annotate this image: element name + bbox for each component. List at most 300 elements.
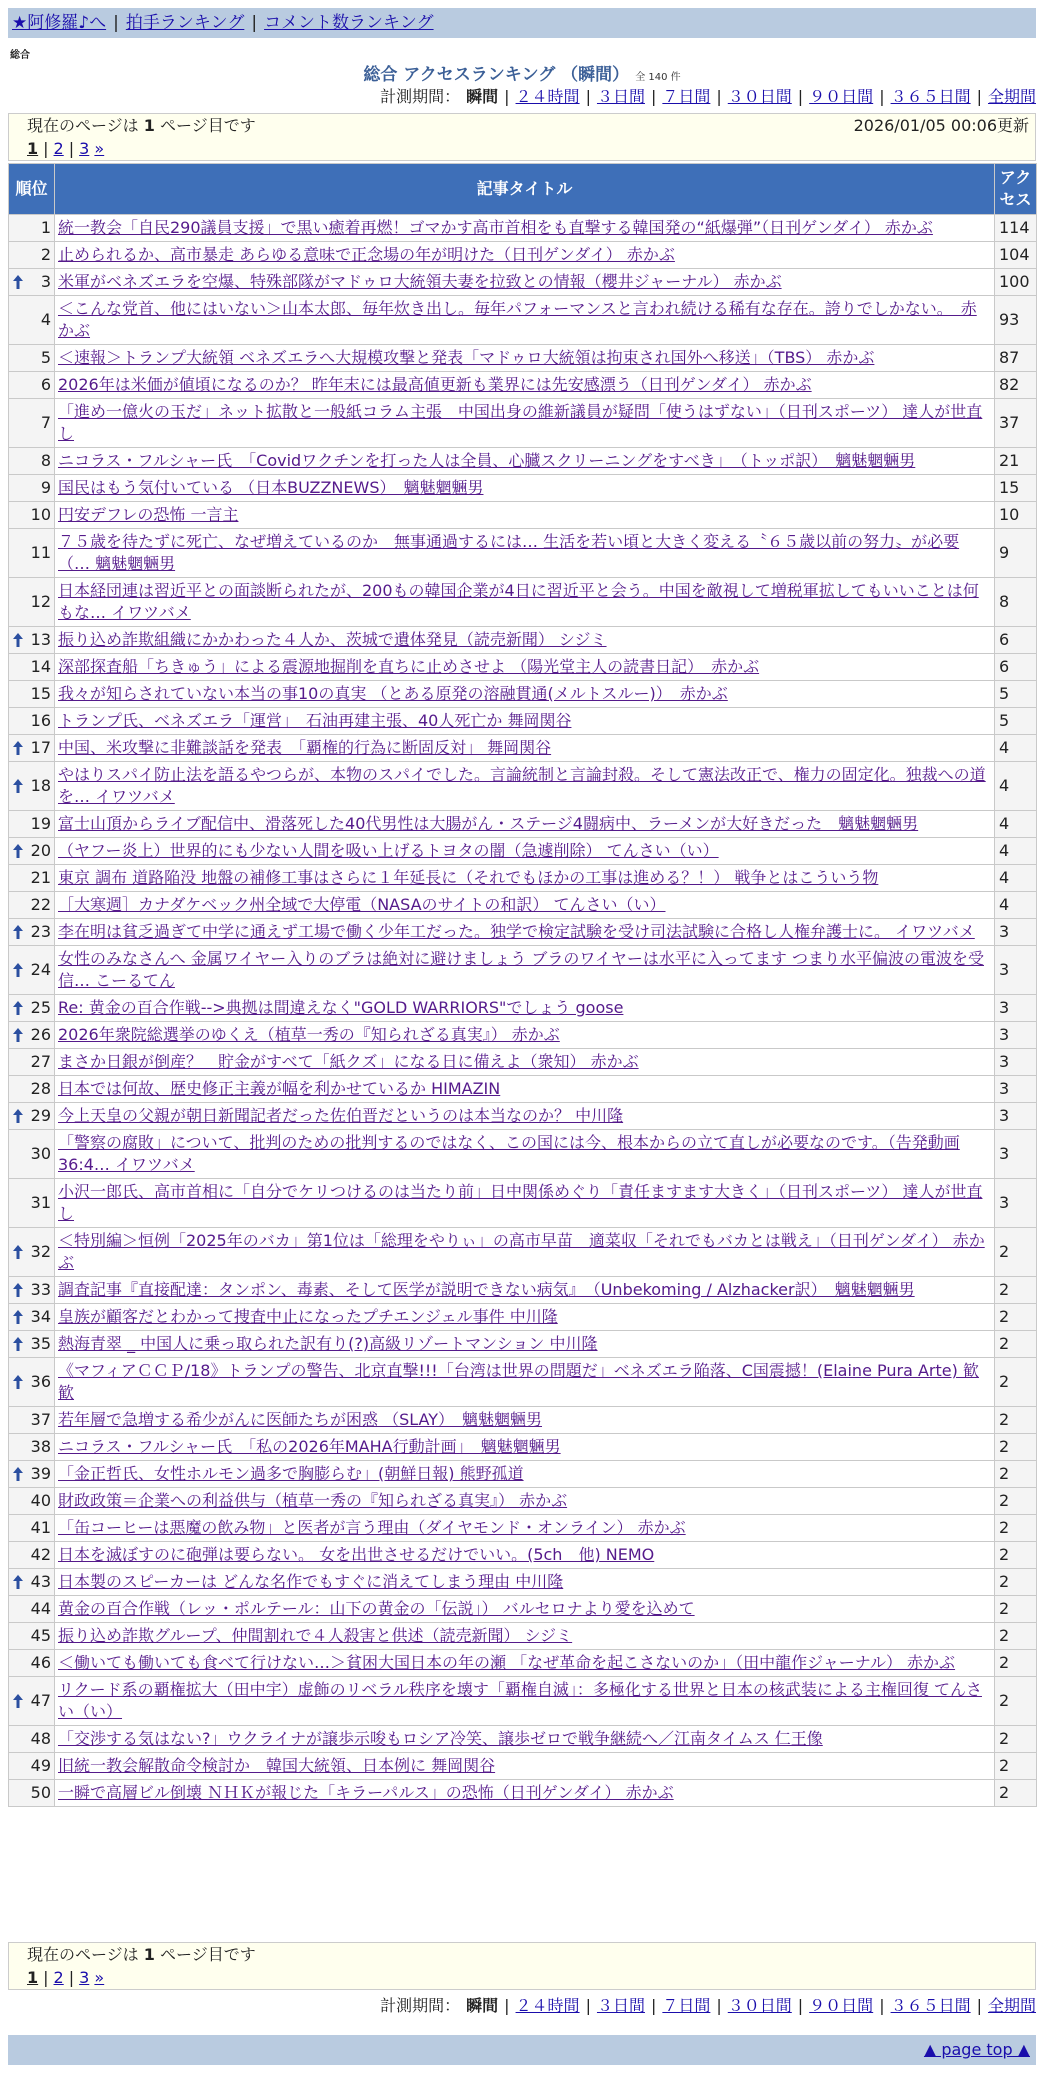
access-cell: 2 bbox=[995, 1228, 1037, 1277]
pager-next-link[interactable]: » bbox=[94, 139, 105, 158]
period-separator: | bbox=[585, 1996, 591, 2015]
period-option-link[interactable]: ９０日間 bbox=[809, 1996, 874, 2015]
access-cell: 6 bbox=[995, 627, 1037, 654]
up-arrow-icon bbox=[13, 1694, 23, 1708]
nav-separator: | bbox=[251, 13, 258, 33]
pager-page-link[interactable]: 3 bbox=[79, 1968, 90, 1987]
rank-number: 35 bbox=[30, 1334, 51, 1353]
clap-ranking-link[interactable]: 拍手ランキング bbox=[125, 13, 245, 33]
pager-page-link[interactable]: 2 bbox=[53, 1968, 64, 1987]
article-title-link[interactable]: 「交渉する気はない?」ウクライナが譲歩示唆もロシア冷笑、譲歩ゼロで戦争継続へ／江南タイムス 仁王像 bbox=[58, 1729, 823, 1748]
access-cell: 2 bbox=[995, 1515, 1037, 1542]
page-info-bottom bbox=[8, 1942, 1036, 1990]
table-header-row bbox=[9, 164, 1037, 215]
article-title-link[interactable]: 黄金の百合作戦（レッ・ポルテール：山下の黄金の「伝説」） バルセロナより愛を込めて bbox=[58, 1599, 695, 1618]
rank-number: 32 bbox=[30, 1242, 51, 1261]
title-cell bbox=[55, 1515, 995, 1542]
rank-cell bbox=[9, 681, 55, 708]
rank-number: 5 bbox=[40, 348, 51, 367]
access-cell: 114 bbox=[995, 215, 1037, 242]
rank-cell bbox=[9, 1179, 55, 1228]
rank-cell bbox=[9, 1076, 55, 1103]
bottom-bar bbox=[8, 2035, 1036, 2065]
article-title-link[interactable]: 「警察の腐敗」について、批判のための批判するのではなく、この国には今、根本からの立て直しが必要なのです。（告発動画36:4… イワツバメ bbox=[58, 1133, 960, 1174]
table-row bbox=[9, 399, 1037, 448]
article-title-link[interactable]: 我々が知らされていない本当の事10の真実 （とある原発の溶融貫通(メルトスルー)） 赤かぶ bbox=[58, 684, 728, 703]
page-prefix: 現在のページは bbox=[27, 116, 139, 135]
table-row bbox=[9, 1677, 1037, 1726]
rank-number: 39 bbox=[30, 1464, 51, 1483]
article-title-link[interactable]: 「進め一億火の玉だ」ネット拡散と一般紙コラム主張 中国出身の維新議員が疑問「使うはずない」（日刊スポーツ） 達人が世直し bbox=[58, 402, 983, 443]
access-cell: 4 bbox=[995, 762, 1037, 811]
rank-cell bbox=[9, 946, 55, 995]
access-cell: 2 bbox=[995, 1488, 1037, 1515]
title-cell bbox=[55, 811, 995, 838]
article-title-link[interactable]: 国民はもう気付いている （日本BUZZNEWS） 魑魅魍魎男 bbox=[58, 478, 484, 497]
article-title-link[interactable]: 東京 調布 道路陥没 地盤の補修工事はさらに１年延長に（それでもほかの工事は進める？！） 戦争とはこういう物 bbox=[58, 868, 879, 887]
title-cell bbox=[55, 1542, 995, 1569]
page-status bbox=[9, 114, 1035, 138]
table-row bbox=[9, 1130, 1037, 1179]
rank-cell bbox=[9, 1596, 55, 1623]
period-separator: | bbox=[504, 87, 510, 106]
access-cell: 2 bbox=[995, 1677, 1037, 1726]
table-row bbox=[9, 578, 1037, 627]
article-title-link[interactable]: Re: 黄金の百合作戦-->典拠は間違えなく"GOLD WARRIORS"でしょう goose bbox=[58, 998, 624, 1017]
up-arrow-icon bbox=[13, 1467, 23, 1481]
title-cell bbox=[55, 762, 995, 811]
up-arrow-icon bbox=[13, 1028, 23, 1042]
rank-cell bbox=[9, 1623, 55, 1650]
access-cell: 2 bbox=[995, 1461, 1037, 1488]
pager-page-link[interactable]: 3 bbox=[79, 139, 90, 158]
table-row bbox=[9, 946, 1037, 995]
title-cell bbox=[55, 269, 995, 296]
article-title-link[interactable]: まさか日銀が倒産？ 貯金がすべて「紙クズ」になる日に備えよ（衆知） 赤かぶ bbox=[58, 1052, 639, 1071]
period-option-link[interactable]: 全期間 bbox=[987, 1996, 1036, 2015]
rank-number: 7 bbox=[40, 413, 51, 432]
title-cell bbox=[55, 502, 995, 529]
access-cell: 82 bbox=[995, 372, 1037, 399]
article-title-link[interactable]: 振り込め詐欺組織にかかわった４人か、茨城で遺体発見（読売新聞） シジミ bbox=[58, 630, 607, 649]
up-arrow-icon bbox=[13, 844, 23, 858]
rank-number: 43 bbox=[30, 1572, 51, 1591]
article-title-link[interactable]: 円安デフレの恐怖 一言主 bbox=[58, 505, 239, 524]
table-row bbox=[9, 269, 1037, 296]
article-title-link[interactable]: 富士山頂からライブ配信中、滑落死した40代男性は大腸がん・ステージ4闘病中、ラーメンが大好きだった 魑魅魍魎男 bbox=[58, 814, 919, 833]
access-cell: 10 bbox=[995, 502, 1037, 529]
rank-cell bbox=[9, 502, 55, 529]
rank-number: 16 bbox=[30, 711, 51, 730]
pager-separator: | bbox=[68, 1968, 75, 1987]
rank-number: 27 bbox=[30, 1052, 51, 1071]
title-cell bbox=[55, 1022, 995, 1049]
updated-time: 2026/01/05 00:06更新 bbox=[853, 116, 1029, 135]
rank-cell bbox=[9, 1049, 55, 1076]
rank-cell bbox=[9, 735, 55, 762]
pager-separator: | bbox=[68, 139, 75, 158]
up-arrow-icon bbox=[13, 741, 23, 755]
rank-cell bbox=[9, 1358, 55, 1407]
title-cell bbox=[55, 578, 995, 627]
up-arrow-icon bbox=[13, 925, 23, 939]
article-title-link[interactable]: 日本を滅ぼすのに砲弾は要らない。 女を出世させるだけでいい。(5ch 他) NEMO bbox=[58, 1545, 655, 1564]
article-title-link[interactable]: 一瞬で高層ビル倒壊 ＮＨＫが報じた「キラーパルス」の恐怖（日刊ゲンダイ） 赤かぶ bbox=[58, 1783, 674, 1802]
rank-number: 40 bbox=[30, 1491, 51, 1510]
rank-cell bbox=[9, 1569, 55, 1596]
article-title-link[interactable]: ［大寒週］カナダケベック州全域で大停電（NASAのサイトの和訳） てんさい（い） bbox=[58, 895, 666, 914]
page-prefix: 現在のページは bbox=[27, 1945, 139, 1964]
title-cell bbox=[55, 475, 995, 502]
up-arrow-icon bbox=[13, 1337, 23, 1351]
access-cell: 3 bbox=[995, 1103, 1037, 1130]
period-separator: | bbox=[716, 1996, 722, 2015]
access-cell: 6 bbox=[995, 654, 1037, 681]
up-arrow-icon bbox=[13, 963, 23, 977]
period-separator: | bbox=[879, 87, 885, 106]
article-title-link[interactable]: 2026年は米価が値頃になるのか？ 昨年末には最高値更新も業界には先安感漂う（日刊ゲンダイ） 赤かぶ bbox=[58, 375, 812, 394]
ranking-table bbox=[8, 163, 1037, 1807]
rank-cell bbox=[9, 838, 55, 865]
table-row bbox=[9, 708, 1037, 735]
access-cell: 2 bbox=[995, 1407, 1037, 1434]
article-title-link[interactable]: ニコラス・フルシャー氏 「Covidワクチンを打った人は全員、心臓スクリーニングをすべき」 （トッポ訳） 魑魅魍魎男 bbox=[58, 451, 916, 470]
access-cell: 21 bbox=[995, 448, 1037, 475]
rank-cell bbox=[9, 1277, 55, 1304]
article-title-link[interactable]: 統一教会「自民290議員支援」で黒い癒着再燃！ゴマかす高市首相をも直撃する韓国発の“紙爆弾”（日刊ゲンダイ） 赤かぶ bbox=[58, 218, 933, 237]
rank-cell bbox=[9, 811, 55, 838]
title-cell bbox=[55, 296, 995, 345]
title-cell bbox=[55, 1753, 995, 1780]
title-cell bbox=[55, 946, 995, 995]
pager-page-link[interactable]: 2 bbox=[53, 139, 64, 158]
period-separator: | bbox=[716, 87, 722, 106]
title-cell bbox=[55, 1596, 995, 1623]
rank-number: 2 bbox=[40, 245, 51, 264]
pager-next-link[interactable]: » bbox=[94, 1968, 105, 1987]
page-title bbox=[0, 60, 1044, 85]
pager-current-page: 1 bbox=[27, 1968, 39, 1987]
rank-cell bbox=[9, 1022, 55, 1049]
ranking-title: 総合 アクセスランキング （瞬間） bbox=[363, 65, 630, 85]
rank-cell bbox=[9, 578, 55, 627]
period-option-link[interactable]: ７日間 bbox=[662, 1996, 711, 2015]
rank-cell bbox=[9, 1650, 55, 1677]
access-cell: 3 bbox=[995, 1076, 1037, 1103]
article-title-link[interactable]: ７５歳を待たずに死亡、なぜ増えているのか 無事通過するには… 生活を若い頃と大きく変える〝６５歳以前の努力〟が必要（… 魑魅魍魎男 bbox=[58, 532, 960, 573]
top-nav-bar bbox=[8, 8, 1036, 38]
period-selector-top bbox=[380, 86, 1036, 108]
article-title-link[interactable]: 2026年衆院総選挙のゆくえ（植草一秀の『知られざる真実』） 赤かぶ bbox=[58, 1025, 560, 1044]
rank-number: 19 bbox=[30, 814, 51, 833]
access-cell: 2 bbox=[995, 1304, 1037, 1331]
access-cell: 2 bbox=[995, 1358, 1037, 1407]
table-row bbox=[9, 1515, 1037, 1542]
access-cell: 3 bbox=[995, 946, 1037, 995]
period-option-link[interactable]: ３０日間 bbox=[727, 87, 792, 106]
rank-number: 6 bbox=[40, 375, 51, 394]
article-title-link[interactable]: 日本経団連は習近平との面談断られたが、200もの韓国企業が4日に習近平と会う。中国を敵視して増税軍拡してもいいことは何もな… イワツバメ bbox=[58, 581, 979, 622]
rank-number: 20 bbox=[30, 841, 51, 860]
article-title-link[interactable]: 《マフィアＣＣＰ/18》トランプの警告、北京直撃!!!「台湾は世界の問題だ」ベネズエラ陥落、C国震撼！(Elaine Pura Arte) 歓歓 bbox=[58, 1361, 979, 1402]
table-row bbox=[9, 811, 1037, 838]
rank-cell bbox=[9, 215, 55, 242]
rank-cell bbox=[9, 865, 55, 892]
period-label: 計測期間： bbox=[380, 87, 461, 106]
rank-cell bbox=[9, 1331, 55, 1358]
article-title-link[interactable]: 日本では何故、歴史修正主義が幅を利かせているか HIMAZIN bbox=[58, 1079, 501, 1098]
table-row bbox=[9, 1049, 1037, 1076]
access-cell: 3 bbox=[995, 919, 1037, 946]
table-row bbox=[9, 1407, 1037, 1434]
title-cell bbox=[55, 372, 995, 399]
article-title-link[interactable]: 「缶コーヒーは悪魔の飲み物」と医者が言う理由（ダイヤモンド・オンライン） 赤かぶ bbox=[58, 1518, 686, 1537]
article-title-link[interactable]: 米軍がベネズエラを空爆、特殊部隊がマドゥロ大統領夫妻を拉致との情報（櫻井ジャーナル） 赤かぶ bbox=[58, 272, 782, 291]
table-row bbox=[9, 502, 1037, 529]
title-cell bbox=[55, 529, 995, 578]
period-option-link[interactable]: ９０日間 bbox=[809, 87, 874, 106]
rank-cell bbox=[9, 1434, 55, 1461]
pager-separator: | bbox=[43, 1968, 49, 1987]
title-cell bbox=[55, 1228, 995, 1277]
table-row bbox=[9, 345, 1037, 372]
table-row bbox=[9, 681, 1037, 708]
pager-current-page: 1 bbox=[27, 139, 39, 158]
rank-cell bbox=[9, 1103, 55, 1130]
title-cell bbox=[55, 1179, 995, 1228]
comment-ranking-link[interactable]: コメント数ランキング bbox=[264, 13, 434, 33]
article-title-link[interactable]: リクード系の覇権拡大（田中宇）虚飾のリベラル秩序を壊す「覇権自滅」：多極化する世界と日本の核武装による主権回復 てんさい（い） bbox=[58, 1680, 982, 1721]
access-cell: 5 bbox=[995, 681, 1037, 708]
home-link[interactable]: ★阿修羅♪へ bbox=[12, 13, 107, 33]
article-title-link[interactable]: ニコラス・フルシャー氏 「私の2026年MAHA行動計画」 魑魅魍魎男 bbox=[58, 1437, 561, 1456]
article-title-link[interactable]: 女性のみなさんへ 金属ワイヤー入りのブラは絶対に避けましょう ブラのワイヤーは水平に入ってます つまり水平偏波の電波を受信… こーるてん bbox=[58, 949, 984, 990]
table-row bbox=[9, 1358, 1037, 1407]
article-title-link[interactable]: 旧統一教会解散命令検討か 韓国大統領、日本例に 舞岡関谷 bbox=[58, 1756, 496, 1775]
rank-cell bbox=[9, 627, 55, 654]
rank-cell bbox=[9, 1677, 55, 1726]
title-cell bbox=[55, 654, 995, 681]
page-number: 1 bbox=[143, 116, 155, 135]
article-title-link[interactable]: やはりスパイ防止法を語るやつらが、本物のスパイでした。言論統制と言論封殺。そして憲法改正で、権力の固定化。独裁への道を… イワツバメ bbox=[58, 765, 986, 806]
table-row bbox=[9, 838, 1037, 865]
article-title-link[interactable]: 日本製のスピーカーは どんな名作でもすぐに消えてしまう理由 中川隆 bbox=[58, 1572, 564, 1591]
article-title-link[interactable]: ＜こんな党首、他にはいない＞山本太郎、毎年炊き出し。毎年パフォーマンスと言われ続ける稀有な存在。誇りでしかない。 赤かぶ bbox=[58, 299, 977, 340]
rank-cell bbox=[9, 1228, 55, 1277]
title-cell bbox=[55, 1331, 995, 1358]
article-title-link[interactable]: 若年層で急増する希少がんに医師たちが困惑 （SLAY） 魑魅魍魎男 bbox=[58, 1410, 543, 1429]
title-cell bbox=[55, 838, 995, 865]
access-cell: 4 bbox=[995, 892, 1037, 919]
period-option-link[interactable]: 全期間 bbox=[987, 87, 1036, 106]
table-row bbox=[9, 1179, 1037, 1228]
table-row bbox=[9, 735, 1037, 762]
article-title-link[interactable]: 中国、米攻撃に非難談話を発表 「覇権的行為に断固反対」 舞岡関谷 bbox=[58, 738, 552, 757]
access-cell: 2 bbox=[995, 1753, 1037, 1780]
access-cell: 4 bbox=[995, 865, 1037, 892]
rank-number: 12 bbox=[30, 592, 51, 611]
total-count: 全 140 件 bbox=[635, 72, 681, 83]
article-title-link[interactable]: 熱海青翠 _ 中国人に乗っ取られた訳有り(?)高級リゾートマンション 中川隆 bbox=[58, 1334, 598, 1353]
rank-number: 50 bbox=[30, 1783, 51, 1802]
title-cell bbox=[55, 1780, 995, 1807]
title-cell bbox=[55, 1677, 995, 1726]
period-separator: | bbox=[976, 87, 982, 106]
table-row bbox=[9, 372, 1037, 399]
rank-number: 22 bbox=[30, 895, 51, 914]
rank-cell bbox=[9, 372, 55, 399]
rank-cell bbox=[9, 1488, 55, 1515]
table-row bbox=[9, 1228, 1037, 1277]
period-option-link[interactable]: ２４時間 bbox=[515, 1996, 580, 2015]
period-separator: | bbox=[797, 87, 804, 106]
rank-number: 37 bbox=[30, 1410, 51, 1429]
rank-cell bbox=[9, 1726, 55, 1753]
period-option-link[interactable]: ３日間 bbox=[596, 1996, 645, 2015]
pager-separator: | bbox=[43, 139, 49, 158]
access-cell: 9 bbox=[995, 529, 1037, 578]
period-separator: | bbox=[585, 87, 591, 106]
period-option-link[interactable]: ３０日間 bbox=[727, 1996, 792, 2015]
article-title-link[interactable]: （ヤフー炎上）世界的にも少ない人間を吸い上げるトヨタの闇（急遽削除） てんさい（い） bbox=[58, 841, 719, 860]
rank-number: 47 bbox=[30, 1691, 51, 1710]
table-row bbox=[9, 296, 1037, 345]
table-row bbox=[9, 1488, 1037, 1515]
rank-number: 21 bbox=[30, 868, 51, 887]
article-title-link[interactable]: 止められるか、高市暴走 あらゆる意味で正念場の年が明けた（日刊ゲンダイ） 赤かぶ bbox=[58, 245, 675, 264]
article-title-link[interactable]: 財政政策＝企業への利益供与（植草一秀の『知られざる真実』） 赤かぶ bbox=[58, 1491, 568, 1510]
table-row bbox=[9, 1076, 1037, 1103]
title-cell bbox=[55, 708, 995, 735]
up-arrow-icon bbox=[13, 275, 23, 289]
access-cell: 2 bbox=[995, 1726, 1037, 1753]
access-cell: 87 bbox=[995, 345, 1037, 372]
period-option-selected: 瞬間 bbox=[466, 1996, 499, 2015]
rank-number: 48 bbox=[30, 1729, 51, 1748]
table-row bbox=[9, 1569, 1037, 1596]
up-arrow-icon bbox=[13, 1245, 23, 1259]
rank-cell bbox=[9, 399, 55, 448]
access-cell: 2 bbox=[995, 1780, 1037, 1807]
period-option-link[interactable]: ７日間 bbox=[662, 87, 711, 106]
title-cell bbox=[55, 627, 995, 654]
table-row bbox=[9, 892, 1037, 919]
rank-number: 42 bbox=[30, 1545, 51, 1564]
rank-number: 8 bbox=[40, 451, 51, 470]
up-arrow-icon bbox=[13, 1001, 23, 1015]
title-cell bbox=[55, 892, 995, 919]
title-cell bbox=[55, 399, 995, 448]
rank-number: 46 bbox=[30, 1653, 51, 1672]
article-title-link[interactable]: 「金正哲氏、女性ホルモン過多で胸膨らむ」(朝鮮日報) 熊野孤道 bbox=[58, 1464, 524, 1483]
pager-bottom bbox=[9, 1967, 1035, 1989]
table-row bbox=[9, 865, 1037, 892]
rank-cell bbox=[9, 1407, 55, 1434]
category-tag: 総合 bbox=[10, 50, 30, 61]
period-option-link[interactable]: ３日間 bbox=[596, 87, 645, 106]
access-cell: 2 bbox=[995, 1542, 1037, 1569]
rank-cell bbox=[9, 529, 55, 578]
rank-number: 9 bbox=[40, 478, 51, 497]
rank-number: 31 bbox=[30, 1193, 51, 1212]
article-title-link[interactable]: 振り込め詐欺グループ、仲間割れで４人殺害と供述（読売新聞） シジミ bbox=[58, 1626, 573, 1645]
page-top-link[interactable]: ▲ page top ▲ bbox=[923, 2040, 1030, 2059]
rank-cell bbox=[9, 242, 55, 269]
rank-number: 45 bbox=[30, 1626, 51, 1645]
title-cell bbox=[55, 865, 995, 892]
title-cell bbox=[55, 1623, 995, 1650]
access-cell: 3 bbox=[995, 1049, 1037, 1076]
access-column-header: アクセス bbox=[995, 164, 1037, 215]
article-title-link[interactable]: ＜働いても働いても食べて行けない…＞貧困大国日本の年の瀬 「なぜ革命を起こさないのか」（田中龍作ジャーナル） 赤かぶ bbox=[58, 1653, 956, 1672]
table-row bbox=[9, 919, 1037, 946]
access-cell: 2 bbox=[995, 1277, 1037, 1304]
period-separator: | bbox=[504, 1996, 510, 2015]
title-cell bbox=[55, 1076, 995, 1103]
rank-cell bbox=[9, 919, 55, 946]
article-title-link[interactable]: ＜速報＞トランプ大統領 ベネズエラへ大規模攻撃と発表「マドゥロ大統領は拘束され国外へ移送」（TBS） 赤かぶ bbox=[58, 348, 875, 367]
table-row bbox=[9, 627, 1037, 654]
access-cell: 8 bbox=[995, 578, 1037, 627]
rank-cell bbox=[9, 762, 55, 811]
rank-number: 23 bbox=[30, 922, 51, 941]
article-title-link[interactable]: 皇族が顧客だとわかって捜査中止になったプチエンジェル事件 中川隆 bbox=[58, 1307, 558, 1326]
access-cell: 2 bbox=[995, 1331, 1037, 1358]
pager-top bbox=[9, 138, 1035, 160]
table-row bbox=[9, 1623, 1037, 1650]
title-column-header: 記事タイトル bbox=[55, 164, 995, 215]
table-row bbox=[9, 475, 1037, 502]
title-cell bbox=[55, 1304, 995, 1331]
access-cell: 2 bbox=[995, 1434, 1037, 1461]
rank-number: 33 bbox=[30, 1280, 51, 1299]
period-separator: | bbox=[976, 1996, 982, 2015]
title-cell bbox=[55, 1650, 995, 1677]
title-cell bbox=[55, 995, 995, 1022]
title-cell bbox=[55, 1049, 995, 1076]
rank-cell bbox=[9, 708, 55, 735]
article-title-link[interactable]: ＜特別編＞恒例「2025年のバカ」第1位は「総理をやりぃ」の高市早苗 適菜収「それでもバカとは戦え」（日刊ゲンダイ） 赤かぶ bbox=[58, 1231, 985, 1272]
title-cell bbox=[55, 1726, 995, 1753]
title-cell bbox=[55, 242, 995, 269]
access-cell: 4 bbox=[995, 811, 1037, 838]
table-row bbox=[9, 529, 1037, 578]
page-suffix: ページ目です bbox=[160, 116, 256, 135]
table-row bbox=[9, 1304, 1037, 1331]
table-row bbox=[9, 215, 1037, 242]
period-option-link[interactable]: ３６５日間 bbox=[890, 1996, 971, 2015]
article-title-link[interactable]: 小沢一郎氏、高市首相に「自分でケリつけるのは当たり前」日中関係めぐり「責任ますます大きく」（日刊スポーツ） 達人が世直し bbox=[58, 1182, 983, 1223]
period-option-link[interactable]: ３６５日間 bbox=[890, 87, 971, 106]
rank-number: 4 bbox=[40, 310, 51, 329]
page-info-top bbox=[8, 113, 1036, 161]
article-title-link[interactable]: 調査記事『直接配達：タンポン、毒素、そして医学が説明できない病気』 （Unbekoming / Alzhacker訳） 魑魅魍魎男 bbox=[58, 1280, 915, 1299]
title-cell bbox=[55, 919, 995, 946]
article-title-link[interactable]: 今上天皇の父親が朝日新聞記者だった佐伯晋だというのは本当なのか？ 中川隆 bbox=[58, 1106, 624, 1125]
rank-number: 36 bbox=[30, 1372, 51, 1391]
up-arrow-icon bbox=[13, 779, 23, 793]
article-title-link[interactable]: 深部探査船「ちきゅう」による震源地掘削を直ちに止めさせよ （陽光堂主人の読書日記） 赤かぶ bbox=[58, 657, 760, 676]
period-option-link[interactable]: ２４時間 bbox=[515, 87, 580, 106]
access-cell: 2 bbox=[995, 1596, 1037, 1623]
rank-number: 11 bbox=[30, 543, 51, 562]
table-row bbox=[9, 1753, 1037, 1780]
period-selector-bottom bbox=[380, 1995, 1036, 2017]
rank-number: 28 bbox=[30, 1079, 51, 1098]
article-title-link[interactable]: 李在明は貧乏過ぎて中学に通えず工場で働く少年工だった。独学で検定試験を受け司法試験に合格し人権弁護士に。 イワツバメ bbox=[58, 922, 975, 941]
article-title-link[interactable]: トランプ氏、ベネズエラ「運営」 石油再建主張、40人死亡か 舞岡関谷 bbox=[58, 711, 572, 730]
rank-number: 44 bbox=[30, 1599, 51, 1618]
